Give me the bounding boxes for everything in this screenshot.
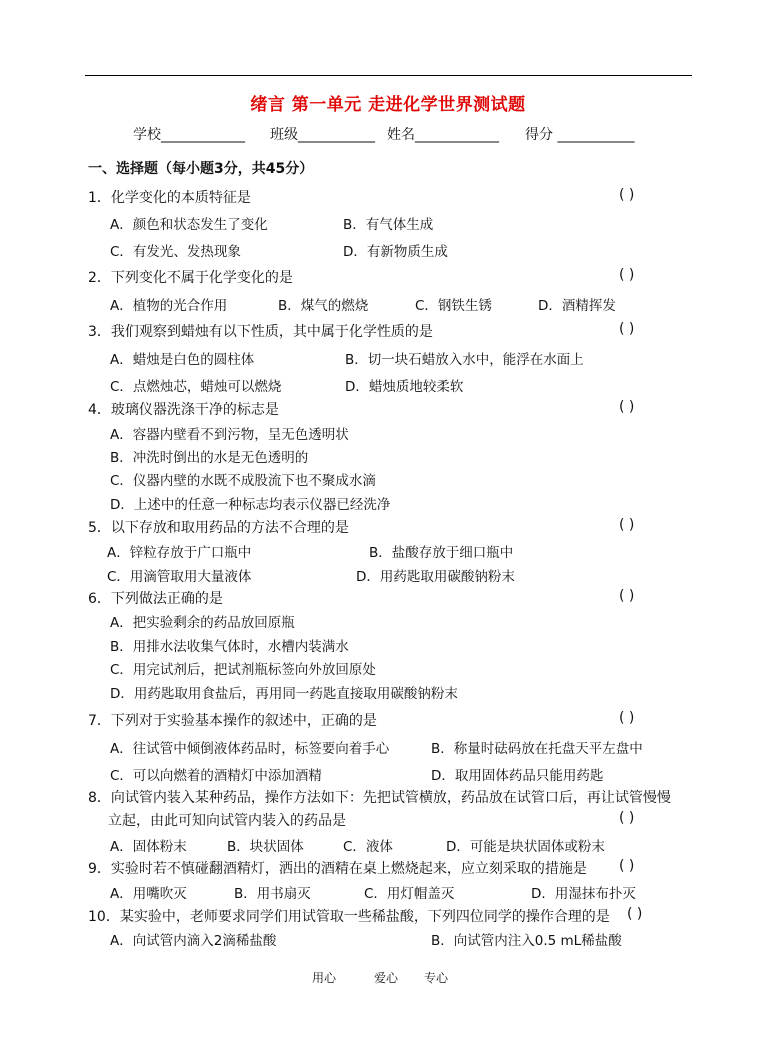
q6-option-d: D．用药匙取用食盐后，再用同一药匙直接取用碳酸钠粉末 (110, 686, 458, 702)
q2-option-a: A．植物的光合作用 (110, 298, 228, 314)
question-1: 1．化学变化的本质特征是 (88, 190, 251, 206)
answer-paren-2: ( ) (619, 267, 635, 283)
question-8-continued: 立起，由此可知向试管内装入的药品是 (108, 813, 346, 829)
answer-paren-1: ( ) (619, 187, 635, 203)
question-4: 4．玻璃仪器洗涤干净的标志是 (88, 402, 279, 418)
question-7: 7．下列对于实验基本操作的叙述中，正确的是 (88, 713, 377, 729)
section-heading: 一、选择题（每小题3分，共45分） (88, 161, 314, 177)
q5-option-b: B．盐酸存放于细口瓶中 (369, 545, 514, 561)
footer-text-1: 用心 (312, 971, 337, 985)
question-9: 9．实验时若不慎碰翻酒精灯，洒出的酒精在桌上燃烧起来，应立刻采取的措施是 (88, 861, 587, 877)
page-title: 绪言 第一单元 走进化学世界测试题 (250, 95, 526, 115)
q9-option-a: A．用嘴吹灭 (110, 886, 187, 902)
q6-option-c: C．用完试剂后，把试剂瓶标签向外放回原处 (110, 662, 376, 678)
q4-option-c: C．仪器内壁的水既不成股流下也不聚成水滴 (110, 473, 376, 489)
q1-option-b: B．有气体生成 (343, 217, 434, 233)
q7-option-a: A．往试管中倾倒液体药品时，标签要向着手心 (110, 741, 390, 757)
answer-paren-7: ( ) (619, 710, 635, 726)
q4-option-b: B．冲洗时倒出的水是无色透明的 (110, 450, 309, 466)
q9-option-b: B．用书扇灭 (234, 886, 311, 902)
q9-option-c: C．用灯帽盖灭 (364, 886, 455, 902)
q8-option-b: B．块状固体 (227, 839, 304, 855)
q5-option-d: D．用药匙取用碳酸钠粉末 (356, 569, 515, 585)
school-field: 学校____________ (133, 127, 245, 143)
question-6: 6．下列做法正确的是 (88, 591, 223, 607)
q8-option-a: A．固体粉末 (110, 839, 187, 855)
question-3: 3．我们观察到蜡烛有以下性质，其中属于化学性质的是 (88, 324, 433, 340)
question-5: 5．以下存放和取用药品的方法不合理的是 (88, 520, 349, 536)
q3-option-d: D．蜡烛质地较柔软 (345, 379, 464, 395)
answer-paren-10: ( ) (627, 906, 643, 922)
q4-option-d: D．上述中的任意一种标志均表示仪器已经洗净 (110, 497, 391, 513)
q9-option-d: D．用湿抹布扑灭 (531, 886, 636, 902)
q1-option-a: A．颜色和状态发生了变化 (110, 217, 268, 233)
q7-option-c: C．可以向燃着的酒精灯中添加酒精 (110, 768, 322, 784)
q7-option-b: B．称量时砝码放在托盘天平左盘中 (431, 741, 643, 757)
q2-option-c: C．钢铁生锈 (415, 298, 492, 314)
q5-option-c: C．用滴管取用大量液体 (107, 569, 252, 585)
class-field: 班级___________ (270, 127, 375, 143)
q3-option-c: C．点燃烛芯，蜡烛可以燃烧 (110, 379, 282, 395)
q10-option-b: B．向试管内注入0.5 mL稀盐酸 (431, 933, 622, 949)
q8-option-c: C．液体 (343, 839, 393, 855)
header-rule (85, 75, 692, 76)
answer-paren-4: ( ) (619, 399, 635, 415)
q6-option-a: A．把实验剩余的药品放回原瓶 (110, 615, 295, 631)
question-8: 8．向试管内装入某种药品，操作方法如下：先把试管横放，药品放在试管口后，再让试管慢慢 (88, 790, 671, 806)
q2-option-d: D．酒精挥发 (538, 298, 616, 314)
q6-option-b: B．用排水法收集气体时，水槽内装满水 (110, 639, 349, 655)
question-10: 10．某实验中，老师要求同学们用试管取一些稀盐酸，下列四位同学的操作合理的是 (88, 909, 610, 925)
name-field: 姓名____________ (387, 127, 499, 143)
answer-paren-9: ( ) (619, 858, 635, 874)
q7-option-d: D．取用固体药品只能用药匙 (431, 768, 604, 784)
footer-text-2: 爱心 (374, 971, 399, 985)
answer-paren-8: ( ) (619, 810, 635, 826)
q1-option-c: C．有发光、发热现象 (110, 244, 241, 260)
q1-option-d: D．有新物质生成 (343, 244, 448, 260)
answer-paren-3: ( ) (619, 321, 635, 337)
footer-text-3: 专心 (424, 971, 449, 985)
q3-option-b: B．切一块石蜡放入水中，能浮在水面上 (345, 352, 584, 368)
q3-option-a: A．蜡烛是白色的圆柱体 (110, 352, 255, 368)
answer-paren-6: ( ) (619, 588, 635, 604)
question-2: 2．下列变化不属于化学变化的是 (88, 270, 293, 286)
q10-option-a: A．向试管内滴入2滴稀盐酸 (110, 933, 277, 949)
q4-option-a: A．容器内壁看不到污物，呈无色透明状 (110, 427, 349, 443)
score-field: 得分 ___________ (525, 127, 635, 143)
q5-option-a: A．锌粒存放于广口瓶中 (107, 545, 252, 561)
q2-option-b: B．煤气的燃烧 (278, 298, 369, 314)
answer-paren-5: ( ) (619, 517, 635, 533)
q8-option-d: D．可能是块状固体或粉末 (446, 839, 605, 855)
